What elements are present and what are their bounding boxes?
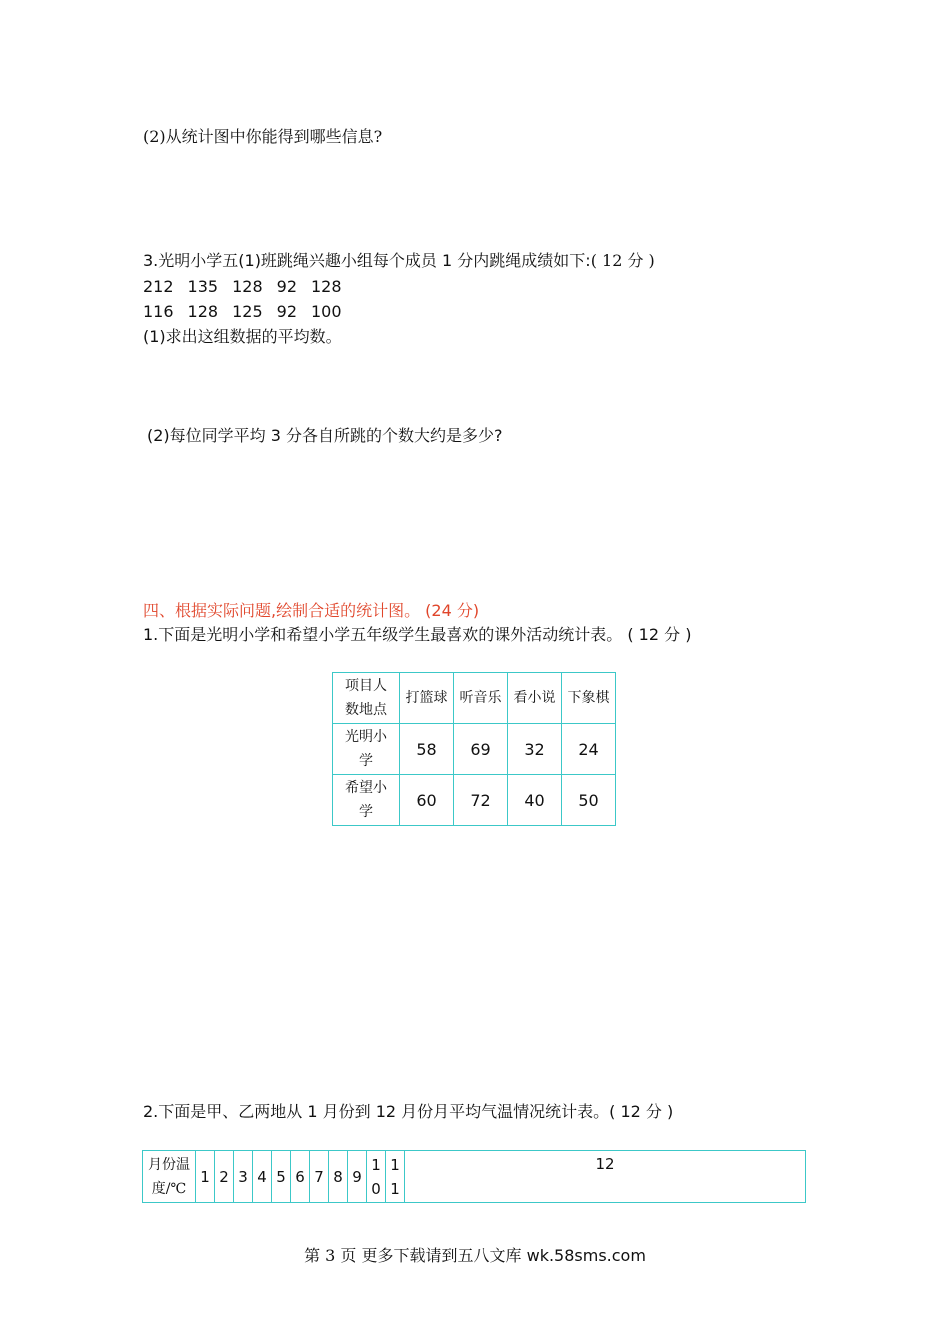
- table-cell: 60: [400, 775, 454, 826]
- scores-row-2: [143, 301, 356, 323]
- table-row: [333, 775, 616, 826]
- month-cell: 11: [386, 1151, 405, 1203]
- score-value: 128: [187, 302, 219, 321]
- table-cell: 58: [400, 724, 454, 775]
- table-cell: 50: [562, 775, 616, 826]
- score-value: 135: [187, 277, 219, 296]
- month-cell: 1: [196, 1151, 215, 1203]
- score-value: 125: [232, 302, 263, 321]
- row-header: [333, 775, 400, 826]
- question-3-text: 3.光明小学五(1)班跳绳兴趣小组每个成员 1 分内跳绳成绩如下:: [143, 251, 591, 270]
- question-3-title: [143, 250, 655, 272]
- score-value: 92: [276, 302, 297, 321]
- table-label-cell: 月份温度/℃: [143, 1151, 196, 1203]
- activity-table: [332, 672, 616, 826]
- month-cell: 4: [253, 1151, 272, 1203]
- month-cell: 9: [348, 1151, 367, 1203]
- table-row: [143, 1151, 806, 1203]
- table-cell: 24: [562, 724, 616, 775]
- month-cell: 5: [272, 1151, 291, 1203]
- month-cell: 12: [405, 1151, 806, 1203]
- score-value: 100: [311, 302, 342, 321]
- table-corner-cell: [333, 673, 400, 724]
- score-value: 116: [143, 302, 174, 321]
- column-header: 下象棋: [562, 673, 616, 724]
- footer-link[interactable]: wk.58sms.com: [526, 1246, 646, 1265]
- question-3-part-1: (1)求出这组数据的平均数。: [143, 327, 342, 346]
- month-cell: 7: [310, 1151, 329, 1203]
- scores-row-1: [143, 276, 356, 298]
- column-header: 看小说: [508, 673, 562, 724]
- page-footer: [0, 1243, 950, 1266]
- column-header: 听音乐: [454, 673, 508, 724]
- section-4-question-2: 2.下面是甲、乙两地从 1 月份到 12 月份月平均气温情况统计表。( 12 分 ): [143, 1102, 674, 1121]
- month-cell: 10: [367, 1151, 386, 1203]
- corner-bottom-label: 数地点: [345, 702, 387, 718]
- question-3-part-2: (2)每位同学平均 3 分各自所跳的个数大约是多少?: [147, 426, 503, 445]
- month-cell: 8: [329, 1151, 348, 1203]
- column-header: 打篮球: [400, 673, 454, 724]
- temperature-table: [142, 1150, 806, 1203]
- month-cell: 6: [291, 1151, 310, 1203]
- section-4-heading: 四、根据实际问题,绘制合适的统计图。 (24 分): [143, 601, 480, 620]
- table-cell: 72: [454, 775, 508, 826]
- section-4-question-1: 1.下面是光明小学和希望小学五年级学生最喜欢的课外活动统计表。 ( 12 分 ): [143, 625, 692, 644]
- table-cell: 32: [508, 724, 562, 775]
- question-3-score: ( 12 分 ): [590, 251, 655, 270]
- table-cell: 69: [454, 724, 508, 775]
- row-header-text: 光明小学: [345, 729, 387, 769]
- footer-text: 第 3 页 更多下载请到五八文库: [304, 1246, 527, 1265]
- row-header-text: 希望小学: [345, 780, 387, 820]
- score-value: 128: [232, 277, 263, 296]
- corner-top-label: 项目人: [345, 678, 387, 694]
- score-value: 212: [143, 277, 174, 296]
- table-cell: 40: [508, 775, 562, 826]
- question-2-part-2: (2)从统计图中你能得到哪些信息?: [143, 127, 383, 146]
- score-value: 92: [276, 277, 297, 296]
- score-value: 128: [311, 277, 342, 296]
- month-cell: 2: [215, 1151, 234, 1203]
- table-row: [333, 724, 616, 775]
- month-cell: 3: [234, 1151, 253, 1203]
- row-header: [333, 724, 400, 775]
- table-row: [333, 673, 616, 724]
